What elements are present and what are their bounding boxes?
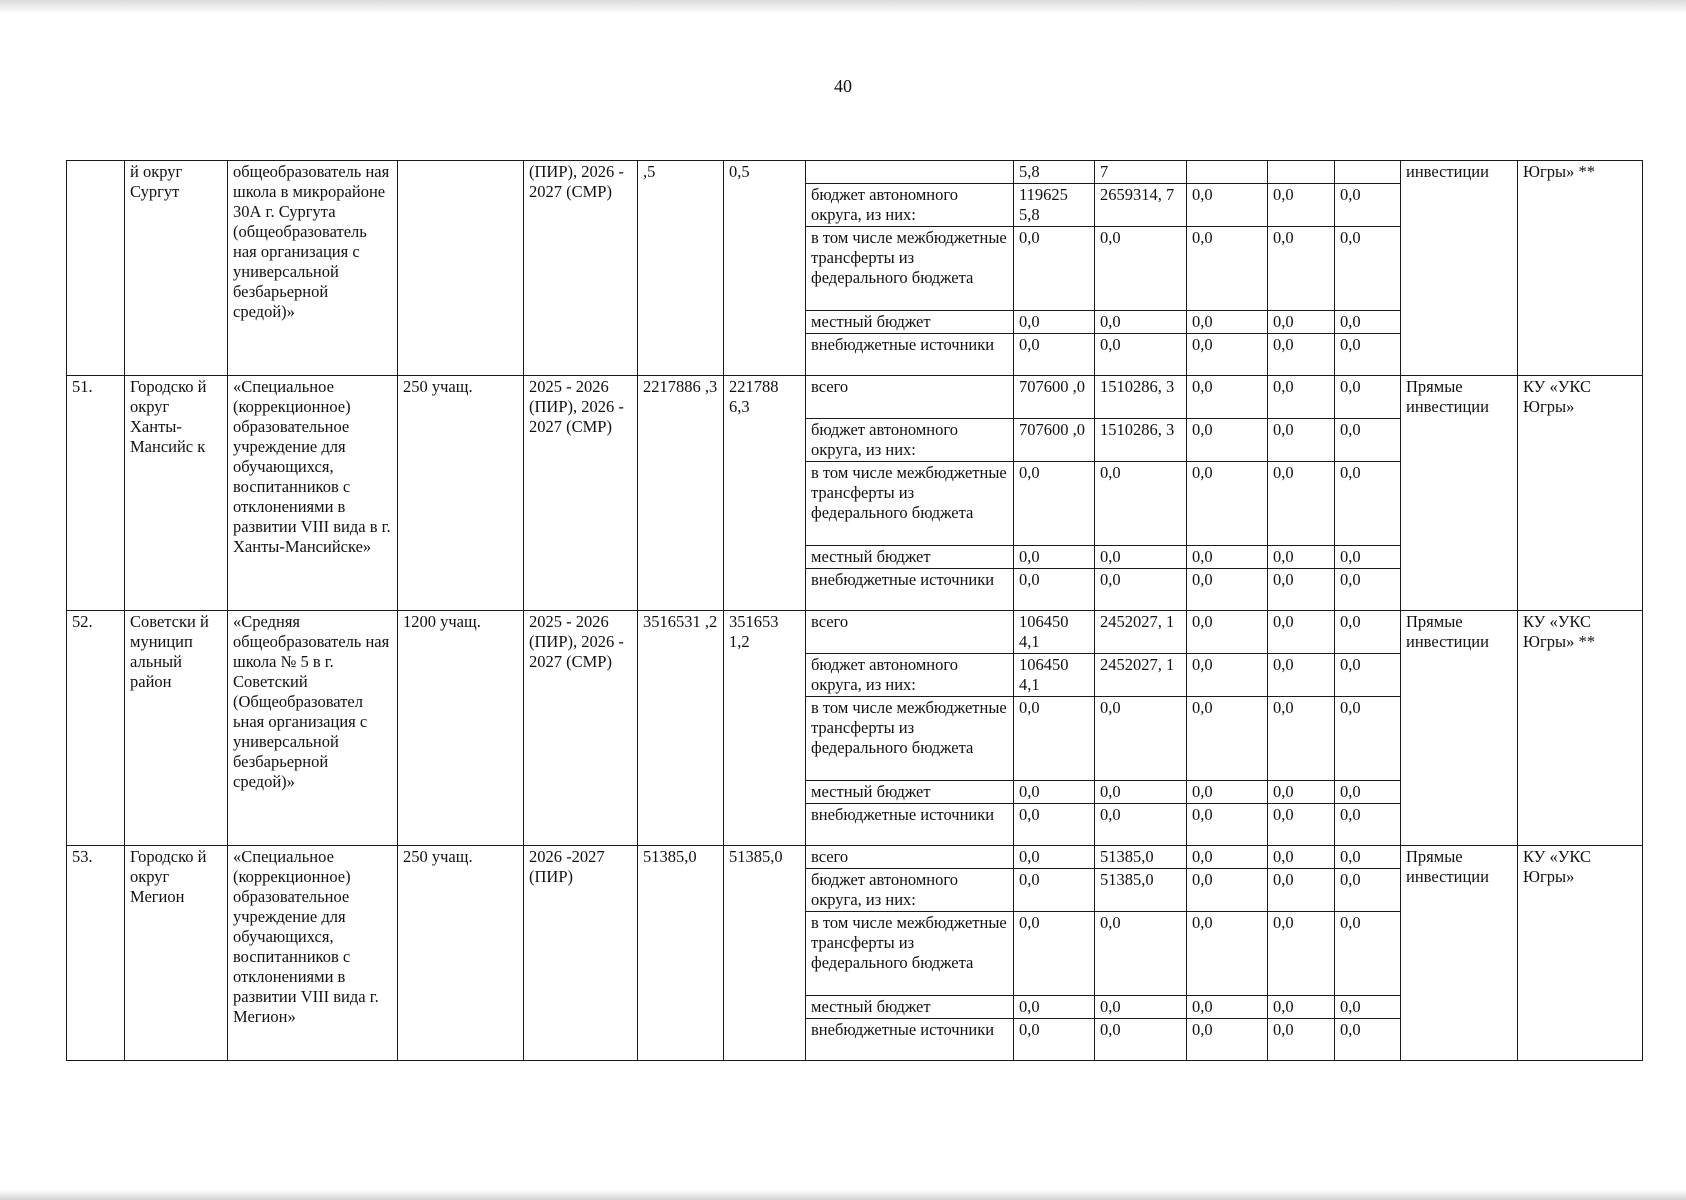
amount-cell: 0,0: [1187, 869, 1268, 912]
amount-cell: 0,0: [1335, 227, 1401, 311]
funding-source-cell: в том числе межбюджетные трансферты из федерального бюджета: [806, 462, 1014, 546]
amount-cell: 0,0: [1014, 697, 1095, 781]
amount-cell: 0,0: [1187, 996, 1268, 1019]
amount-cell: 0,0: [1095, 804, 1187, 846]
table-row: [67, 376, 1643, 419]
amount-cell: 0,0: [1268, 311, 1335, 334]
amount-cell: 0,0: [1335, 611, 1401, 654]
amount-cell: 0,0: [1268, 781, 1335, 804]
amount-cell: 119625 5,8: [1014, 184, 1095, 227]
amount-cell: 0,0: [1095, 569, 1187, 611]
capacity-cell: 1200 учащ.: [398, 611, 524, 846]
amount-cell: 2452027, 1: [1095, 611, 1187, 654]
amount-cell: 0,0: [1095, 996, 1187, 1019]
amount-cell: 0,0: [1095, 462, 1187, 546]
total-cost-cell: 2217886 ,3: [638, 376, 724, 611]
amount-cell: 707600 ,0: [1014, 376, 1095, 419]
amount-cell: 0,0: [1335, 334, 1401, 376]
amount-cell: 1510286, 3: [1095, 419, 1187, 462]
amount-cell: 0,0: [1268, 654, 1335, 697]
amount-cell: 0,0: [1335, 376, 1401, 419]
amount-cell: 0,0: [1187, 654, 1268, 697]
municipality-cell: Городско й округ Мегион: [125, 846, 228, 1061]
municipality-cell: Советски й муницип альный район: [125, 611, 228, 846]
amount-cell: 0,0: [1268, 611, 1335, 654]
amount-cell: 0,0: [1187, 419, 1268, 462]
amount-cell: 0,0: [1335, 697, 1401, 781]
amount-cell: [1335, 161, 1401, 184]
mechanism-cell: Прямые инвестиции: [1401, 846, 1518, 1061]
funding-source-cell: местный бюджет: [806, 311, 1014, 334]
period-cell: 2026 -2027 (ПИР): [524, 846, 638, 1061]
page-number: 40: [834, 76, 852, 96]
amount-cell: 0,0: [1268, 184, 1335, 227]
amount-cell: 0,0: [1014, 846, 1095, 869]
amount-cell: 51385,0: [1095, 869, 1187, 912]
amount-cell: 106450 4,1: [1014, 654, 1095, 697]
amount-cell: 0,0: [1095, 781, 1187, 804]
object-name-cell: общеобразователь ная школа в микрорайоне 30А г. Сургута (общеобразователь ная организация с универсальной безбарьерной средой)»: [228, 161, 398, 376]
amount-cell: 707600 ,0: [1014, 419, 1095, 462]
funding-source-cell: бюджет автономного округа, из них:: [806, 869, 1014, 912]
amount-cell: 0,0: [1268, 697, 1335, 781]
amount-cell: 0,0: [1187, 846, 1268, 869]
amount-cell: 0,0: [1014, 569, 1095, 611]
funding-source-cell: бюджет автономного округа, из них:: [806, 184, 1014, 227]
amount-cell: 0,0: [1268, 569, 1335, 611]
amount-cell: 0,0: [1095, 912, 1187, 996]
funding-source-cell: внебюджетные источники: [806, 334, 1014, 376]
remaining-cost-cell: 51385,0: [724, 846, 806, 1061]
object-name-cell: «Средняя общеобразователь ная школа № 5 в г. Советский (Общеобразовател ьная организация с универсальной безбарьерной средой)»: [228, 611, 398, 846]
table-row: [67, 846, 1643, 869]
amount-cell: 0,0: [1187, 334, 1268, 376]
amount-cell: 0,0: [1014, 227, 1095, 311]
table-row: [67, 611, 1643, 654]
object-name-cell: «Специальное (коррекционное) образовательное учреждение для обучающихся, воспитанников с отклонениями в развитии VIII вида в г. Ханты-Мансийске»: [228, 376, 398, 611]
row-number: 53.: [67, 846, 125, 1061]
total-cost-cell: ,5: [638, 161, 724, 376]
funding-source-cell: бюджет автономного округа, из них:: [806, 654, 1014, 697]
funding-source-cell: внебюджетные источники: [806, 569, 1014, 611]
amount-cell: 0,0: [1335, 781, 1401, 804]
customer-cell: КУ «УКС Югры» **: [1518, 611, 1643, 846]
amount-cell: 0,0: [1095, 546, 1187, 569]
amount-cell: 0,0: [1335, 654, 1401, 697]
amount-cell: 0,0: [1268, 869, 1335, 912]
funding-source-cell: в том числе межбюджетные трансферты из федерального бюджета: [806, 912, 1014, 996]
amount-cell: 0,0: [1335, 846, 1401, 869]
funding-source-cell: внебюджетные источники: [806, 804, 1014, 846]
amount-cell: 0,0: [1014, 311, 1095, 334]
customer-cell: КУ «УКС Югры»: [1518, 376, 1643, 611]
amount-cell: 0,0: [1095, 1019, 1187, 1061]
municipality-cell: й округ Сургут: [125, 161, 228, 376]
amount-cell: 0,0: [1335, 869, 1401, 912]
amount-cell: 5,8: [1014, 161, 1095, 184]
amount-cell: 0,0: [1187, 912, 1268, 996]
amount-cell: 0,0: [1335, 311, 1401, 334]
amount-cell: 0,0: [1268, 419, 1335, 462]
amount-cell: 0,0: [1268, 227, 1335, 311]
amount-cell: 0,0: [1187, 569, 1268, 611]
row-number: 51.: [67, 376, 125, 611]
row-number: 52.: [67, 611, 125, 846]
amount-cell: 0,0: [1268, 462, 1335, 546]
period-cell: (ПИР), 2026 - 2027 (СМР): [524, 161, 638, 376]
amount-cell: 0,0: [1187, 462, 1268, 546]
remaining-cost-cell: 0,5: [724, 161, 806, 376]
mechanism-cell: инвестиции: [1401, 161, 1518, 376]
funding-source-cell: в том числе межбюджетные трансферты из федерального бюджета: [806, 697, 1014, 781]
amount-cell: 0,0: [1187, 611, 1268, 654]
amount-cell: 51385,0: [1095, 846, 1187, 869]
total-cost-cell: 51385,0: [638, 846, 724, 1061]
object-name-cell: «Специальное (коррекционное) образовательное учреждение для обучающихся, воспитанников с отклонениями в развитии VIII вида г. Мегион»: [228, 846, 398, 1061]
amount-cell: 0,0: [1335, 996, 1401, 1019]
amount-cell: 0,0: [1187, 804, 1268, 846]
funding-source-cell: местный бюджет: [806, 781, 1014, 804]
remaining-cost-cell: 351653 1,2: [724, 611, 806, 846]
funding-source-cell: бюджет автономного округа, из них:: [806, 419, 1014, 462]
amount-cell: 0,0: [1335, 419, 1401, 462]
amount-cell: 0,0: [1268, 804, 1335, 846]
amount-cell: 0,0: [1014, 462, 1095, 546]
amount-cell: 0,0: [1014, 996, 1095, 1019]
funding-source-cell: в том числе межбюджетные трансферты из федерального бюджета: [806, 227, 1014, 311]
total-cost-cell: 3516531 ,2: [638, 611, 724, 846]
amount-cell: [1187, 161, 1268, 184]
amount-cell: 0,0: [1335, 184, 1401, 227]
investment-table: [66, 160, 1643, 1061]
scan-edge-bottom: [0, 1190, 1686, 1200]
period-cell: 2025 - 2026 (ПИР), 2026 - 2027 (СМР): [524, 611, 638, 846]
capacity-cell: 250 учащ.: [398, 376, 524, 611]
amount-cell: 0,0: [1014, 804, 1095, 846]
amount-cell: 0,0: [1095, 311, 1187, 334]
funding-source-cell: внебюджетные источники: [806, 1019, 1014, 1061]
customer-cell: Югры» **: [1518, 161, 1643, 376]
amount-cell: 0,0: [1187, 1019, 1268, 1061]
municipality-cell: Городско й округ Ханты-Мансийс к: [125, 376, 228, 611]
amount-cell: 0,0: [1268, 376, 1335, 419]
amount-cell: 0,0: [1335, 462, 1401, 546]
table-row: [67, 161, 1643, 184]
amount-cell: 0,0: [1268, 846, 1335, 869]
amount-cell: 7: [1095, 161, 1187, 184]
amount-cell: 0,0: [1187, 697, 1268, 781]
amount-cell: 0,0: [1268, 334, 1335, 376]
amount-cell: 0,0: [1187, 781, 1268, 804]
amount-cell: 1510286, 3: [1095, 376, 1187, 419]
amount-cell: 0,0: [1335, 912, 1401, 996]
amount-cell: 0,0: [1014, 546, 1095, 569]
capacity-cell: 250 учащ.: [398, 846, 524, 1061]
funding-source-cell: местный бюджет: [806, 996, 1014, 1019]
amount-cell: 0,0: [1014, 334, 1095, 376]
amount-cell: 0,0: [1335, 569, 1401, 611]
mechanism-cell: Прямые инвестиции: [1401, 376, 1518, 611]
amount-cell: 2452027, 1: [1095, 654, 1187, 697]
amount-cell: 0,0: [1335, 546, 1401, 569]
amount-cell: 0,0: [1187, 227, 1268, 311]
amount-cell: 0,0: [1095, 697, 1187, 781]
amount-cell: 2659314, 7: [1095, 184, 1187, 227]
funding-source-cell: [806, 161, 1014, 184]
customer-cell: КУ «УКС Югры»: [1518, 846, 1643, 1061]
amount-cell: [1268, 161, 1335, 184]
amount-cell: 106450 4,1: [1014, 611, 1095, 654]
amount-cell: 0,0: [1268, 546, 1335, 569]
amount-cell: 0,0: [1014, 1019, 1095, 1061]
amount-cell: 0,0: [1268, 1019, 1335, 1061]
mechanism-cell: Прямые инвестиции: [1401, 611, 1518, 846]
amount-cell: 0,0: [1187, 184, 1268, 227]
amount-cell: 0,0: [1014, 912, 1095, 996]
amount-cell: 0,0: [1268, 996, 1335, 1019]
row-number: [67, 161, 125, 376]
funding-source-cell: всего: [806, 376, 1014, 419]
amount-cell: 0,0: [1187, 311, 1268, 334]
capacity-cell: [398, 161, 524, 376]
amount-cell: 0,0: [1268, 912, 1335, 996]
amount-cell: 0,0: [1095, 227, 1187, 311]
remaining-cost-cell: 221788 6,3: [724, 376, 806, 611]
funding-source-cell: местный бюджет: [806, 546, 1014, 569]
amount-cell: 0,0: [1335, 804, 1401, 846]
scan-edge-top: [0, 0, 1686, 14]
amount-cell: 0,0: [1335, 1019, 1401, 1061]
amount-cell: 0,0: [1014, 781, 1095, 804]
funding-source-cell: всего: [806, 846, 1014, 869]
amount-cell: 0,0: [1095, 334, 1187, 376]
amount-cell: 0,0: [1187, 546, 1268, 569]
period-cell: 2025 - 2026 (ПИР), 2026 - 2027 (СМР): [524, 376, 638, 611]
amount-cell: 0,0: [1014, 869, 1095, 912]
funding-source-cell: всего: [806, 611, 1014, 654]
amount-cell: 0,0: [1187, 376, 1268, 419]
